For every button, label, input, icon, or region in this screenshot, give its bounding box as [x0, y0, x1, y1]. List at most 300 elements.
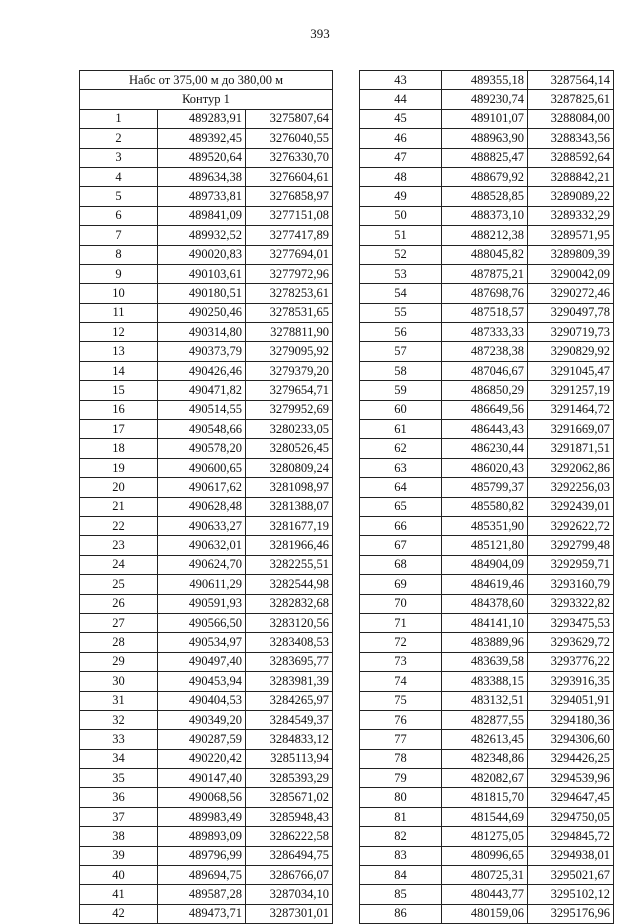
- table-row: [80, 575, 333, 594]
- x-coordinate: 483889,96: [442, 633, 528, 652]
- y-coordinate: 3293776,22: [528, 652, 614, 671]
- x-coordinate: 490624,70: [158, 555, 246, 574]
- point-number: 74: [360, 672, 442, 691]
- point-number: 20: [80, 478, 158, 497]
- point-number: 52: [360, 245, 442, 264]
- y-coordinate: 3284265,97: [246, 691, 333, 710]
- y-coordinate: 3291871,51: [528, 439, 614, 458]
- x-coordinate: 487046,67: [442, 361, 528, 380]
- point-number: 15: [80, 381, 158, 400]
- x-coordinate: 489796,99: [158, 846, 246, 865]
- x-coordinate: 487333,33: [442, 323, 528, 342]
- table-row: [80, 749, 333, 768]
- y-coordinate: 3292622,72: [528, 516, 614, 535]
- point-number: 41: [80, 885, 158, 904]
- point-number: 5: [80, 187, 158, 206]
- point-number: 68: [360, 555, 442, 574]
- x-coordinate: 490314,80: [158, 323, 246, 342]
- table-row: [80, 148, 333, 167]
- y-coordinate: 3288084,00: [528, 109, 614, 128]
- point-number: 45: [360, 109, 442, 128]
- x-coordinate: 488373,10: [442, 206, 528, 225]
- point-number: 30: [80, 672, 158, 691]
- table-row: [80, 284, 333, 303]
- y-coordinate: 3293475,53: [528, 613, 614, 632]
- x-coordinate: 490220,42: [158, 749, 246, 768]
- y-coordinate: 3294426,25: [528, 749, 614, 768]
- y-coordinate: 3281388,07: [246, 497, 333, 516]
- y-coordinate: 3295021,67: [528, 866, 614, 885]
- y-coordinate: 3292799,48: [528, 536, 614, 555]
- y-coordinate: 3283408,53: [246, 633, 333, 652]
- x-coordinate: 490514,55: [158, 400, 246, 419]
- table-row: [360, 846, 614, 865]
- table-row: [80, 478, 333, 497]
- point-number: 29: [80, 652, 158, 671]
- y-coordinate: 3279952,69: [246, 400, 333, 419]
- y-coordinate: 3295176,96: [528, 904, 614, 923]
- y-coordinate: 3279379,20: [246, 361, 333, 380]
- point-number: 31: [80, 691, 158, 710]
- x-coordinate: 489392,45: [158, 129, 246, 148]
- x-coordinate: 488825,47: [442, 148, 528, 167]
- point-number: 81: [360, 807, 442, 826]
- table-row: [80, 109, 333, 128]
- x-coordinate: 486850,29: [442, 381, 528, 400]
- y-coordinate: 3294306,60: [528, 730, 614, 749]
- x-coordinate: 486649,56: [442, 400, 528, 419]
- table-row: [360, 594, 614, 613]
- x-coordinate: 487698,76: [442, 284, 528, 303]
- table-row: [360, 109, 614, 128]
- x-coordinate: 482877,55: [442, 710, 528, 729]
- table-row: [80, 691, 333, 710]
- x-coordinate: 490591,93: [158, 594, 246, 613]
- y-coordinate: 3286222,58: [246, 827, 333, 846]
- point-number: 32: [80, 710, 158, 729]
- x-coordinate: 490534,97: [158, 633, 246, 652]
- point-number: 49: [360, 187, 442, 206]
- x-coordinate: 490566,50: [158, 613, 246, 632]
- table-row: [360, 691, 614, 710]
- y-coordinate: 3294647,45: [528, 788, 614, 807]
- table-row: [360, 866, 614, 885]
- point-number: 8: [80, 245, 158, 264]
- point-number: 53: [360, 264, 442, 283]
- table-row: [80, 187, 333, 206]
- point-number: 36: [80, 788, 158, 807]
- point-number: 82: [360, 827, 442, 846]
- table-row: [360, 71, 614, 90]
- y-coordinate: 3293916,35: [528, 672, 614, 691]
- x-coordinate: 484141,10: [442, 613, 528, 632]
- y-coordinate: 3288842,21: [528, 167, 614, 186]
- x-coordinate: 490373,79: [158, 342, 246, 361]
- x-coordinate: 487875,21: [442, 264, 528, 283]
- point-number: 70: [360, 594, 442, 613]
- point-number: 35: [80, 769, 158, 788]
- x-coordinate: 490497,40: [158, 652, 246, 671]
- table-row: [360, 633, 614, 652]
- y-coordinate: 3281677,19: [246, 516, 333, 535]
- y-coordinate: 3292439,01: [528, 497, 614, 516]
- x-coordinate: 489101,07: [442, 109, 528, 128]
- x-coordinate: 481815,70: [442, 788, 528, 807]
- point-number: 9: [80, 264, 158, 283]
- point-number: 78: [360, 749, 442, 768]
- y-coordinate: 3286494,75: [246, 846, 333, 865]
- y-coordinate: 3278531,65: [246, 303, 333, 322]
- point-number: 19: [80, 458, 158, 477]
- table-row: [80, 458, 333, 477]
- table-row: [360, 575, 614, 594]
- y-coordinate: 3287825,61: [528, 90, 614, 109]
- table-row: [360, 613, 614, 632]
- point-number: 54: [360, 284, 442, 303]
- point-number: 73: [360, 652, 442, 671]
- table-title: Набс от 375,00 м до 380,00 м: [80, 71, 333, 90]
- x-coordinate: 490548,66: [158, 420, 246, 439]
- table-row: [360, 536, 614, 555]
- table-row: [80, 807, 333, 826]
- point-number: 61: [360, 420, 442, 439]
- point-number: 23: [80, 536, 158, 555]
- point-number: 47: [360, 148, 442, 167]
- point-number: 25: [80, 575, 158, 594]
- table-row: [360, 749, 614, 768]
- y-coordinate: 3291257,19: [528, 381, 614, 400]
- x-coordinate: 480996,65: [442, 846, 528, 865]
- y-coordinate: 3285948,43: [246, 807, 333, 826]
- x-coordinate: 490632,01: [158, 536, 246, 555]
- y-coordinate: 3279095,92: [246, 342, 333, 361]
- point-number: 60: [360, 400, 442, 419]
- table-row: [80, 245, 333, 264]
- table-row: [360, 400, 614, 419]
- x-coordinate: 490453,94: [158, 672, 246, 691]
- point-number: 46: [360, 129, 442, 148]
- y-coordinate: 3287034,10: [246, 885, 333, 904]
- x-coordinate: 484904,09: [442, 555, 528, 574]
- y-coordinate: 3285393,29: [246, 769, 333, 788]
- y-coordinate: 3285671,02: [246, 788, 333, 807]
- y-coordinate: 3282832,68: [246, 594, 333, 613]
- table-row: [360, 458, 614, 477]
- y-coordinate: 3283120,56: [246, 613, 333, 632]
- page-number: 393: [310, 26, 330, 41]
- y-coordinate: 3290829,92: [528, 342, 614, 361]
- y-coordinate: 3276040,55: [246, 129, 333, 148]
- point-number: 86: [360, 904, 442, 923]
- table-row: [80, 904, 333, 923]
- y-coordinate: 3277972,96: [246, 264, 333, 283]
- x-coordinate: 490600,65: [158, 458, 246, 477]
- table-row: [80, 594, 333, 613]
- point-number: 1: [80, 109, 158, 128]
- point-number: 18: [80, 439, 158, 458]
- point-number: 33: [80, 730, 158, 749]
- y-coordinate: 3281966,46: [246, 536, 333, 555]
- table-row: [80, 846, 333, 865]
- point-number: 34: [80, 749, 158, 768]
- table-row: [80, 885, 333, 904]
- coordinates-table-left: [79, 70, 333, 924]
- y-coordinate: 3283695,77: [246, 652, 333, 671]
- table-row: [80, 400, 333, 419]
- point-number: 77: [360, 730, 442, 749]
- table-row: [360, 342, 614, 361]
- point-number: 21: [80, 497, 158, 516]
- table-row: [360, 730, 614, 749]
- x-coordinate: 488212,38: [442, 226, 528, 245]
- table-row: [360, 769, 614, 788]
- y-coordinate: 3288592,64: [528, 148, 614, 167]
- y-coordinate: 3291045,47: [528, 361, 614, 380]
- x-coordinate: 489283,91: [158, 109, 246, 128]
- y-coordinate: 3277151,08: [246, 206, 333, 225]
- y-coordinate: 3292959,71: [528, 555, 614, 574]
- y-coordinate: 3281098,97: [246, 478, 333, 497]
- y-coordinate: 3291464,72: [528, 400, 614, 419]
- table-row: [360, 420, 614, 439]
- y-coordinate: 3276604,61: [246, 167, 333, 186]
- point-number: 2: [80, 129, 158, 148]
- x-coordinate: 490068,56: [158, 788, 246, 807]
- x-coordinate: 490628,48: [158, 497, 246, 516]
- y-coordinate: 3290272,46: [528, 284, 614, 303]
- table-row: [360, 672, 614, 691]
- point-number: 71: [360, 613, 442, 632]
- x-coordinate: 489634,38: [158, 167, 246, 186]
- x-coordinate: 490250,46: [158, 303, 246, 322]
- x-coordinate: 486443,43: [442, 420, 528, 439]
- x-coordinate: 490617,62: [158, 478, 246, 497]
- table-row: [80, 226, 333, 245]
- x-coordinate: 488679,92: [442, 167, 528, 186]
- contour-row: [80, 90, 333, 109]
- y-coordinate: 3287564,14: [528, 71, 614, 90]
- point-number: 4: [80, 167, 158, 186]
- x-coordinate: 489932,52: [158, 226, 246, 245]
- table-title-row: [80, 71, 333, 90]
- y-coordinate: 3286766,07: [246, 866, 333, 885]
- y-coordinate: 3290497,78: [528, 303, 614, 322]
- y-coordinate: 3285113,94: [246, 749, 333, 768]
- point-number: 56: [360, 323, 442, 342]
- y-coordinate: 3291669,07: [528, 420, 614, 439]
- x-coordinate: 490287,59: [158, 730, 246, 749]
- y-coordinate: 3294938,01: [528, 846, 614, 865]
- y-coordinate: 3276858,97: [246, 187, 333, 206]
- table-row: [360, 807, 614, 826]
- x-coordinate: 486020,43: [442, 458, 528, 477]
- table-row: [80, 303, 333, 322]
- table-row: [360, 652, 614, 671]
- point-number: 10: [80, 284, 158, 303]
- table-row: [80, 420, 333, 439]
- y-coordinate: 3294051,91: [528, 691, 614, 710]
- y-coordinate: 3293160,79: [528, 575, 614, 594]
- table-row: [360, 303, 614, 322]
- x-coordinate: 489694,75: [158, 866, 246, 885]
- point-number: 43: [360, 71, 442, 90]
- y-coordinate: 3294845,72: [528, 827, 614, 846]
- point-number: 83: [360, 846, 442, 865]
- coordinates-table-right: [359, 70, 614, 924]
- x-coordinate: 490349,20: [158, 710, 246, 729]
- y-coordinate: 3278811,90: [246, 323, 333, 342]
- table-row: [80, 710, 333, 729]
- y-coordinate: 3280526,45: [246, 439, 333, 458]
- x-coordinate: 489520,64: [158, 148, 246, 167]
- table-row: [360, 439, 614, 458]
- point-number: 75: [360, 691, 442, 710]
- point-number: 44: [360, 90, 442, 109]
- y-coordinate: 3283981,39: [246, 672, 333, 691]
- table-row: [80, 167, 333, 186]
- y-coordinate: 3276330,70: [246, 148, 333, 167]
- y-coordinate: 3284549,37: [246, 710, 333, 729]
- x-coordinate: 490471,82: [158, 381, 246, 400]
- y-coordinate: 3280809,24: [246, 458, 333, 477]
- x-coordinate: 485121,80: [442, 536, 528, 555]
- point-number: 12: [80, 323, 158, 342]
- x-coordinate: 485580,82: [442, 497, 528, 516]
- table-row: [80, 206, 333, 225]
- y-coordinate: 3280233,05: [246, 420, 333, 439]
- point-number: 76: [360, 710, 442, 729]
- table-row: [360, 129, 614, 148]
- point-number: 28: [80, 633, 158, 652]
- point-number: 13: [80, 342, 158, 361]
- x-coordinate: 490404,53: [158, 691, 246, 710]
- y-coordinate: 3279654,71: [246, 381, 333, 400]
- point-number: 63: [360, 458, 442, 477]
- x-coordinate: 484619,46: [442, 575, 528, 594]
- x-coordinate: 489893,09: [158, 827, 246, 846]
- table-row: [80, 555, 333, 574]
- y-coordinate: 3293629,72: [528, 633, 614, 652]
- table-row: [80, 264, 333, 283]
- x-coordinate: 481275,05: [442, 827, 528, 846]
- y-coordinate: 3287301,01: [246, 904, 333, 923]
- point-number: 57: [360, 342, 442, 361]
- table-row: [360, 497, 614, 516]
- table-row: [360, 788, 614, 807]
- table-row: [360, 264, 614, 283]
- x-coordinate: 488045,82: [442, 245, 528, 264]
- point-number: 17: [80, 420, 158, 439]
- point-number: 3: [80, 148, 158, 167]
- y-coordinate: 3275807,64: [246, 109, 333, 128]
- x-coordinate: 490147,40: [158, 769, 246, 788]
- x-coordinate: 488528,85: [442, 187, 528, 206]
- table-row: [80, 769, 333, 788]
- point-number: 6: [80, 206, 158, 225]
- table-row: [80, 866, 333, 885]
- table-row: [80, 342, 333, 361]
- table-row: [360, 361, 614, 380]
- table-row: [80, 439, 333, 458]
- table-row: [80, 129, 333, 148]
- point-number: 24: [80, 555, 158, 574]
- point-number: 27: [80, 613, 158, 632]
- table-row: [80, 672, 333, 691]
- table-row: [360, 381, 614, 400]
- x-coordinate: 490180,51: [158, 284, 246, 303]
- y-coordinate: 3290719,73: [528, 323, 614, 342]
- x-coordinate: 487518,57: [442, 303, 528, 322]
- y-coordinate: 3294180,36: [528, 710, 614, 729]
- point-number: 66: [360, 516, 442, 535]
- y-coordinate: 3289571,95: [528, 226, 614, 245]
- table-row: [80, 323, 333, 342]
- y-coordinate: 3294750,05: [528, 807, 614, 826]
- y-coordinate: 3289332,29: [528, 206, 614, 225]
- x-coordinate: 480443,77: [442, 885, 528, 904]
- x-coordinate: 482348,86: [442, 749, 528, 768]
- table-row: [360, 148, 614, 167]
- y-coordinate: 3289089,22: [528, 187, 614, 206]
- table-row: [80, 381, 333, 400]
- table-row: [360, 478, 614, 497]
- point-number: 59: [360, 381, 442, 400]
- point-number: 67: [360, 536, 442, 555]
- x-coordinate: 484378,60: [442, 594, 528, 613]
- point-number: 84: [360, 866, 442, 885]
- x-coordinate: 490103,61: [158, 264, 246, 283]
- point-number: 80: [360, 788, 442, 807]
- x-coordinate: 485351,90: [442, 516, 528, 535]
- x-coordinate: 489230,74: [442, 90, 528, 109]
- x-coordinate: 489473,71: [158, 904, 246, 923]
- y-coordinate: 3278253,61: [246, 284, 333, 303]
- y-coordinate: 3293322,82: [528, 594, 614, 613]
- y-coordinate: 3284833,12: [246, 730, 333, 749]
- y-coordinate: 3282544,98: [246, 575, 333, 594]
- table-row: [360, 555, 614, 574]
- point-number: 38: [80, 827, 158, 846]
- x-coordinate: 489841,09: [158, 206, 246, 225]
- contour-label: Контур 1: [80, 90, 333, 109]
- y-coordinate: 3277417,89: [246, 226, 333, 245]
- table-row: [80, 633, 333, 652]
- x-coordinate: 489983,49: [158, 807, 246, 826]
- point-number: 14: [80, 361, 158, 380]
- y-coordinate: 3282255,51: [246, 555, 333, 574]
- x-coordinate: 487238,38: [442, 342, 528, 361]
- point-number: 7: [80, 226, 158, 245]
- x-coordinate: 490426,46: [158, 361, 246, 380]
- table-row: [80, 652, 333, 671]
- point-number: 51: [360, 226, 442, 245]
- x-coordinate: 490633,27: [158, 516, 246, 535]
- table-row: [360, 167, 614, 186]
- table-row: [80, 827, 333, 846]
- point-number: 85: [360, 885, 442, 904]
- table-row: [360, 206, 614, 225]
- x-coordinate: 480725,31: [442, 866, 528, 885]
- table-row: [80, 613, 333, 632]
- x-coordinate: 490578,20: [158, 439, 246, 458]
- table-row: [80, 536, 333, 555]
- table-row: [360, 710, 614, 729]
- x-coordinate: 481544,69: [442, 807, 528, 826]
- y-coordinate: 3294539,96: [528, 769, 614, 788]
- point-number: 11: [80, 303, 158, 322]
- x-coordinate: 483132,51: [442, 691, 528, 710]
- point-number: 39: [80, 846, 158, 865]
